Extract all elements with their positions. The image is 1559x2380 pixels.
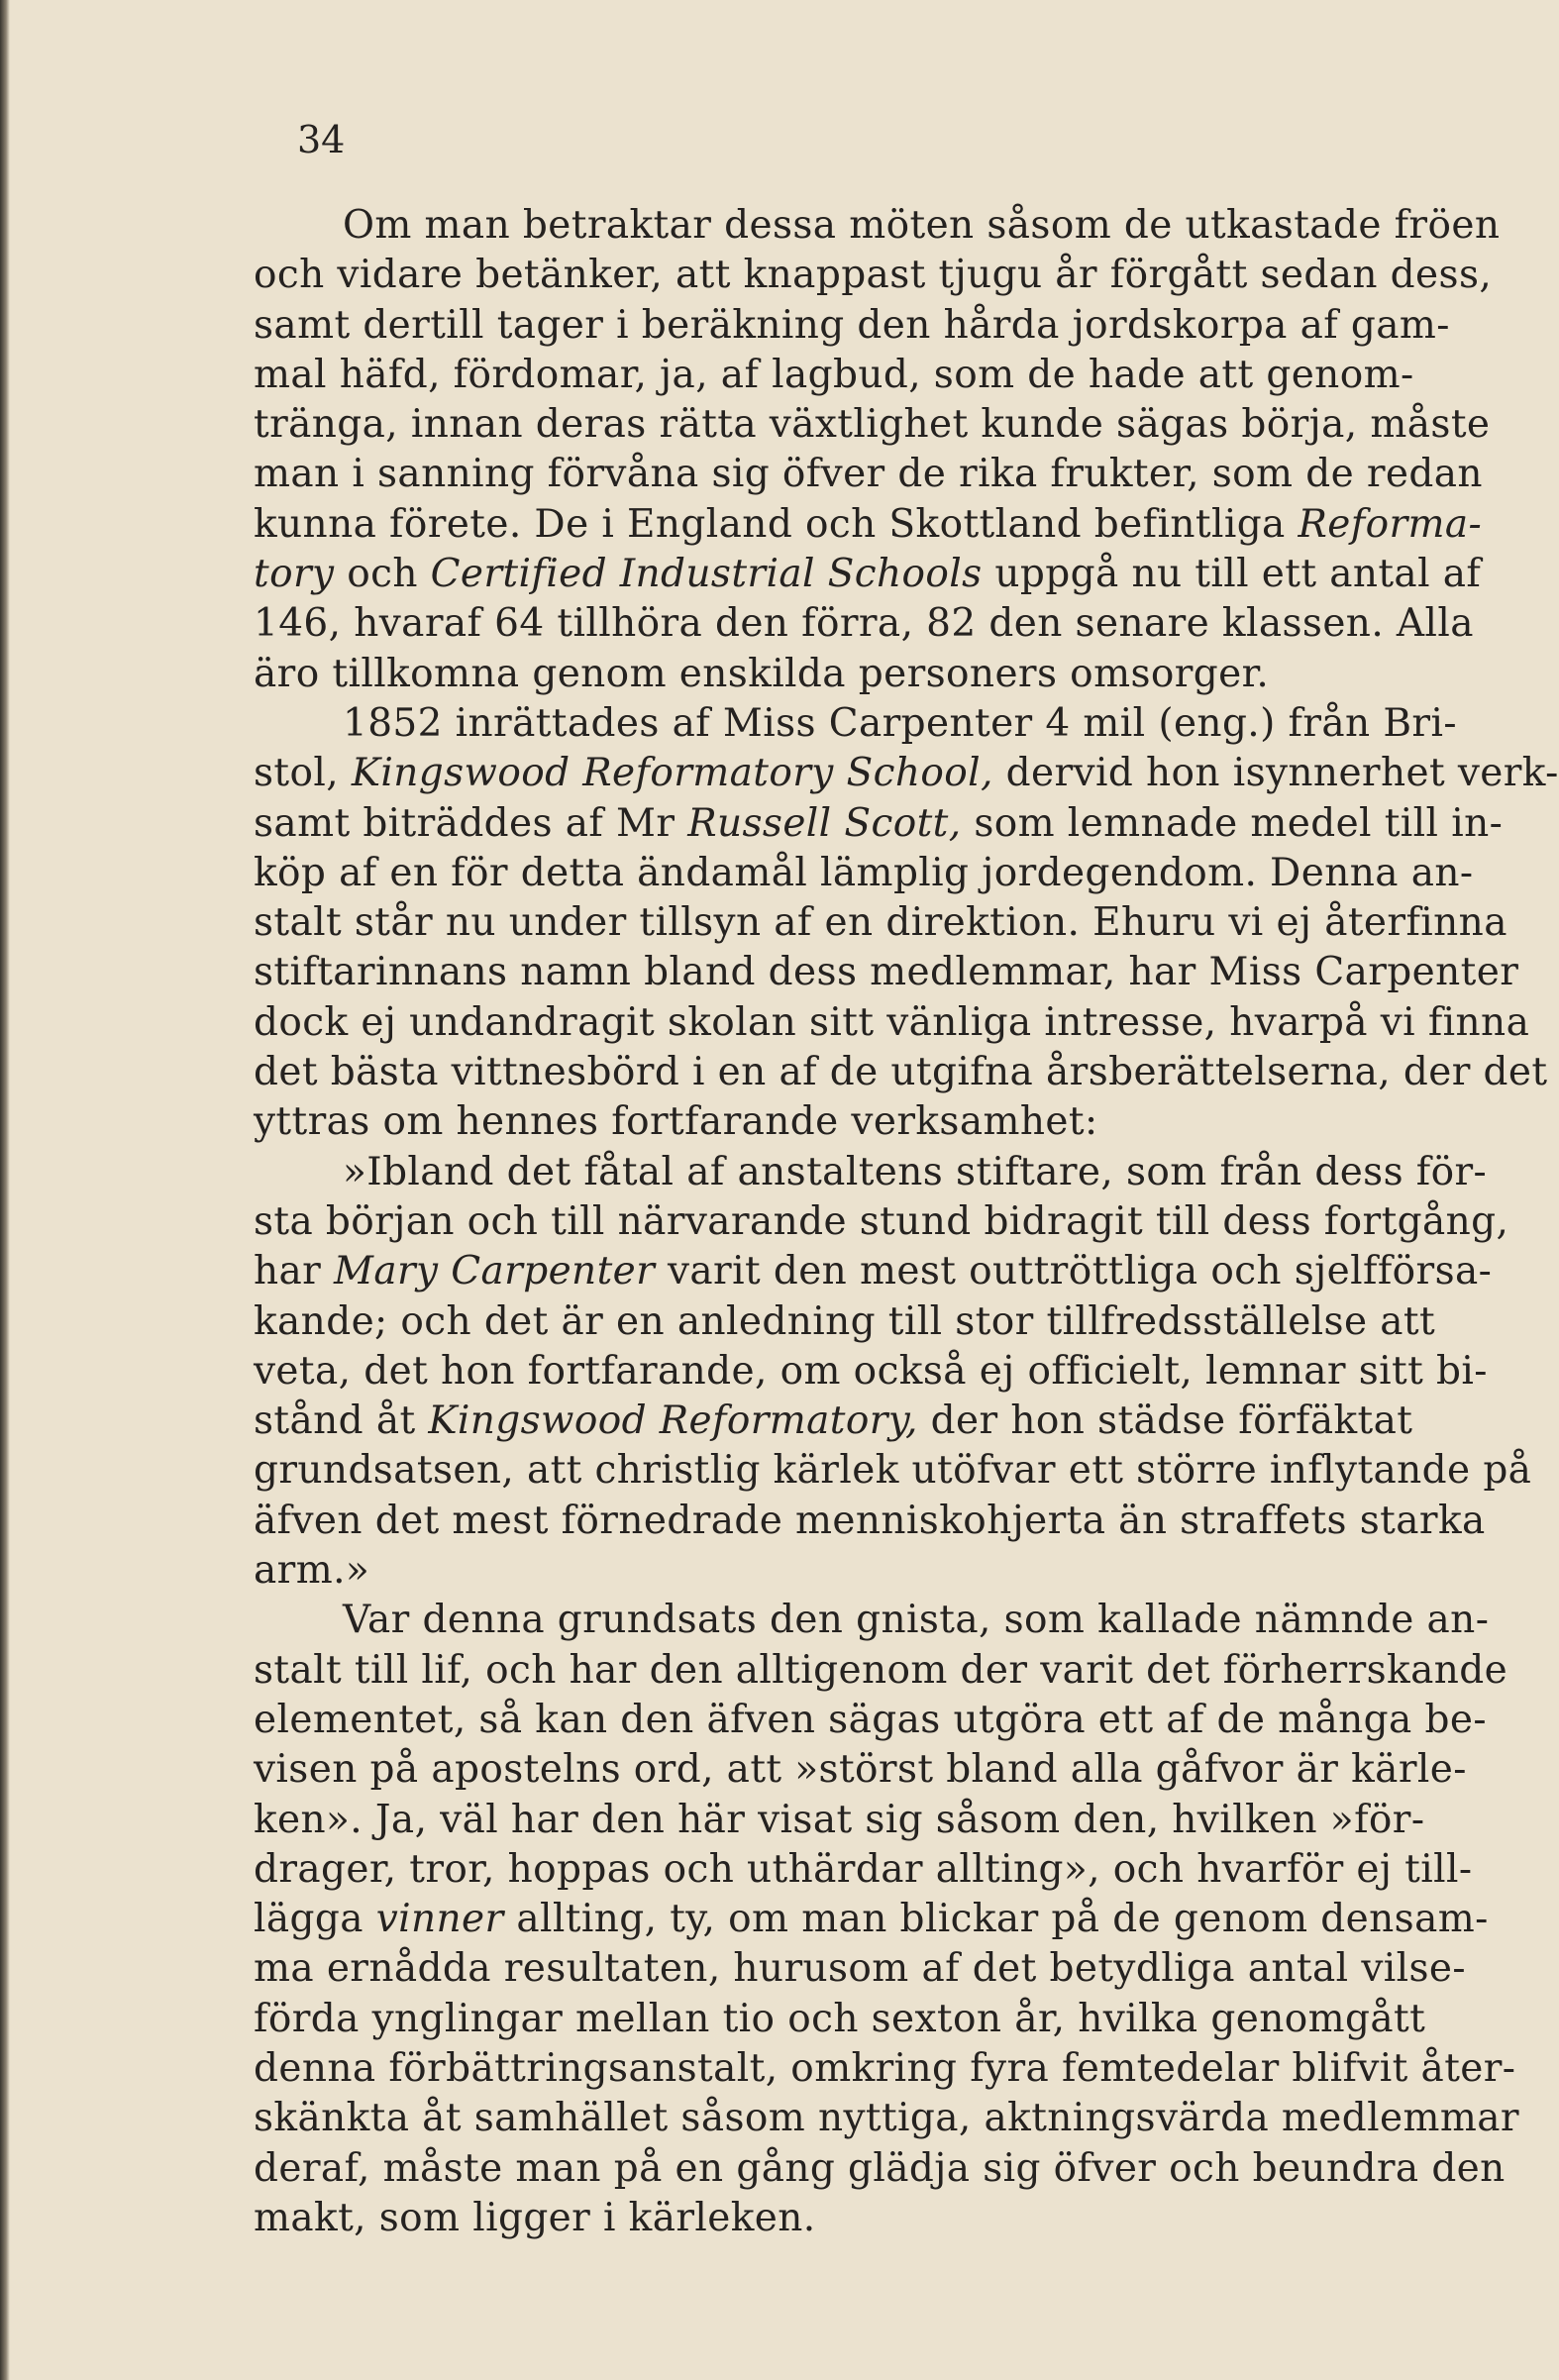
text-span: stånd åt (254, 1398, 429, 1444)
body-text (254, 201, 1559, 2243)
text-line (254, 1696, 1487, 1745)
text-span: der hon städse förfäktat (917, 1398, 1413, 1444)
text-span: uppgå nu till ett antal af (982, 552, 1482, 597)
text-span: denna förbättringsanstalt, omkring fyra femtedelar blifvit åter- (254, 2045, 1516, 2091)
text-span: stalt står nu under tillsyn af en direktion. Ehuru vi ej återfinna (254, 900, 1507, 946)
text-span: samt biträddes af Mr (254, 800, 688, 846)
text-span: »Ibland det fåtal af anstaltens stiftare, som från dess för- (343, 1149, 1488, 1194)
text-span: Om man betraktar dessa möten såsom de utkastade fröen (343, 203, 1501, 248)
text-line (254, 2194, 1405, 2243)
text-span: visen på apostelns ord, att »störst bland alla gåfvor är kärle- (254, 1747, 1467, 1793)
text-span: äro tillkomna genom enskilda personers omsorger. (254, 651, 1270, 696)
text-span: och vidare betänker, att knappast tjugu år förgått sedan dess, (254, 253, 1493, 298)
text-span: dervid hon isynnerhet verk- (992, 751, 1559, 796)
text-span: kunna förete. De i England och Skottland befintliga (254, 501, 1299, 547)
text-line (254, 1197, 1509, 1247)
text-line (254, 1048, 1548, 1097)
text-span: man i sanning förvåna sig öfver de rika frukter, som de redan (254, 452, 1483, 497)
text-line (254, 1446, 1532, 1496)
text-line (254, 1944, 1466, 1994)
text-line (254, 400, 1491, 450)
text-line (254, 2044, 1516, 2094)
text-line (254, 1247, 1493, 1296)
page-binding-edge (0, 0, 10, 2380)
text-line (254, 849, 1474, 898)
text-span: elementet, så kan den äfven sägas utgöra ett af de många be- (254, 1697, 1487, 1742)
text-line (254, 699, 1457, 749)
italic-text: tory (254, 552, 335, 597)
italic-text: vinner (375, 1897, 504, 1942)
text-span: allting, ty, om man blickar på de genom densam- (503, 1897, 1489, 1942)
text-span: 146, hvaraf 64 tillhöra den förra, 82 den senare klassen. Alla (254, 601, 1474, 647)
text-span: har (254, 1249, 335, 1294)
text-span: Var denna grundsats den gnista, som kallade nämnde an- (343, 1598, 1490, 1643)
text-span: stiftarinnans namn bland dess medlemmar, har Miss Carpenter (254, 950, 1519, 995)
text-span: dock ej undandragit skolan sitt vänliga intresse, hvarpå vi finna (254, 999, 1530, 1045)
text-span: och (334, 552, 431, 597)
text-line (254, 301, 1450, 351)
italic-text: Kingswood Reformatory, (428, 1398, 918, 1444)
page-number: 34 (297, 118, 346, 161)
text-line (254, 1646, 1508, 1696)
text-line (254, 948, 1519, 997)
text-line (254, 251, 1493, 300)
italic-text: Kingswood Reformatory School, (351, 751, 993, 796)
text-span: samt dertill tager i beräkning den hårda jordskorpa af gam- (254, 302, 1450, 348)
text-span: förda ynglingar mellan tio och sexton år, hvilka genomgått (254, 1996, 1426, 2041)
text-span: köp af en för detta ändamål lämplig jordegendom. Denna an- (254, 850, 1474, 895)
text-line (254, 500, 1483, 550)
text-line (254, 1148, 1488, 1197)
text-line (254, 1596, 1490, 1645)
text-line (254, 351, 1414, 400)
text-span: som lemnade medel till in- (961, 800, 1504, 846)
text-line (254, 749, 1559, 798)
text-line (254, 1097, 1405, 1147)
text-line (254, 1845, 1473, 1895)
text-span: ken». Ja, väl har den här visat sig såsom den, hvilken »för- (254, 1797, 1425, 1842)
text-line (254, 201, 1501, 251)
text-span: äfven det mest förnedrade menniskohjerta än straffets starka (254, 1498, 1486, 1543)
text-span: veta, det hon fortfarande, om också ej officielt, lemnar sitt bi- (254, 1348, 1488, 1394)
text-line (254, 1546, 1405, 1596)
text-line (254, 998, 1530, 1048)
text-line (254, 898, 1507, 948)
text-line (254, 599, 1474, 649)
italic-text: Reforma- (1298, 501, 1483, 547)
text-span: kande; och det är en anledning till stor tillfredsställelse att (254, 1298, 1436, 1344)
text-line (254, 799, 1504, 849)
text-span: arm.» (254, 1548, 370, 1594)
text-line (254, 1397, 1413, 1446)
italic-text: Mary Carpenter (334, 1249, 656, 1294)
text-span: stalt till lif, och har den alltigenom der varit det förherrskande (254, 1647, 1508, 1693)
text-line (254, 2094, 1519, 2143)
text-span: skänkta åt samhället såsom nyttiga, aktningsvärda medlemmar (254, 2096, 1519, 2141)
italic-text: Certified Industrial Schools (430, 552, 983, 597)
text-span: deraf, måste man på en gång glädja sig öfver och beundra den (254, 2145, 1506, 2191)
text-span: varit den mest outtröttliga och sjelfförsa- (655, 1249, 1493, 1294)
text-line (254, 1347, 1488, 1397)
text-span: ma ernådda resultaten, hurusom af det betydliga antal vilse- (254, 1946, 1466, 1992)
text-line (254, 1895, 1489, 1944)
italic-text: Russell Scott, (687, 800, 962, 846)
text-span: det bästa vittnesbörd i en af de utgifna årsberättelserna, der det (254, 1050, 1548, 1095)
text-span: drager, tror, hoppas och uthärdar allting», och hvarför ej till- (254, 1846, 1473, 1892)
text-span: sta början och till närvarande stund bidragit till dess fortgång, (254, 1198, 1509, 1244)
text-line (254, 1745, 1467, 1795)
text-line (254, 550, 1482, 599)
text-span: grundsatsen, att christlig kärlek utöfvar ett större inflytande på (254, 1448, 1532, 1494)
text-line (254, 1497, 1486, 1546)
text-span: mal häfd, fördomar, ja, af lagbud, som de hade att genom- (254, 352, 1414, 397)
text-line (254, 450, 1483, 499)
text-span: 1852 inrättades af Miss Carpenter 4 mil (eng.) från Bri- (343, 700, 1457, 746)
text-line (254, 1995, 1426, 2044)
text-line (254, 1796, 1425, 1845)
text-span: lägga (254, 1897, 376, 1942)
text-span: yttras om hennes fortfarande verksamhet: (254, 1099, 1098, 1145)
text-span: makt, som ligger i kärleken. (254, 2195, 816, 2240)
text-line (254, 1297, 1436, 1347)
text-line (254, 2144, 1506, 2194)
text-span: tränga, innan deras rätta växtlighet kunde sägas börja, måste (254, 402, 1491, 448)
text-line (254, 650, 1405, 699)
text-span: stol, (254, 751, 352, 796)
